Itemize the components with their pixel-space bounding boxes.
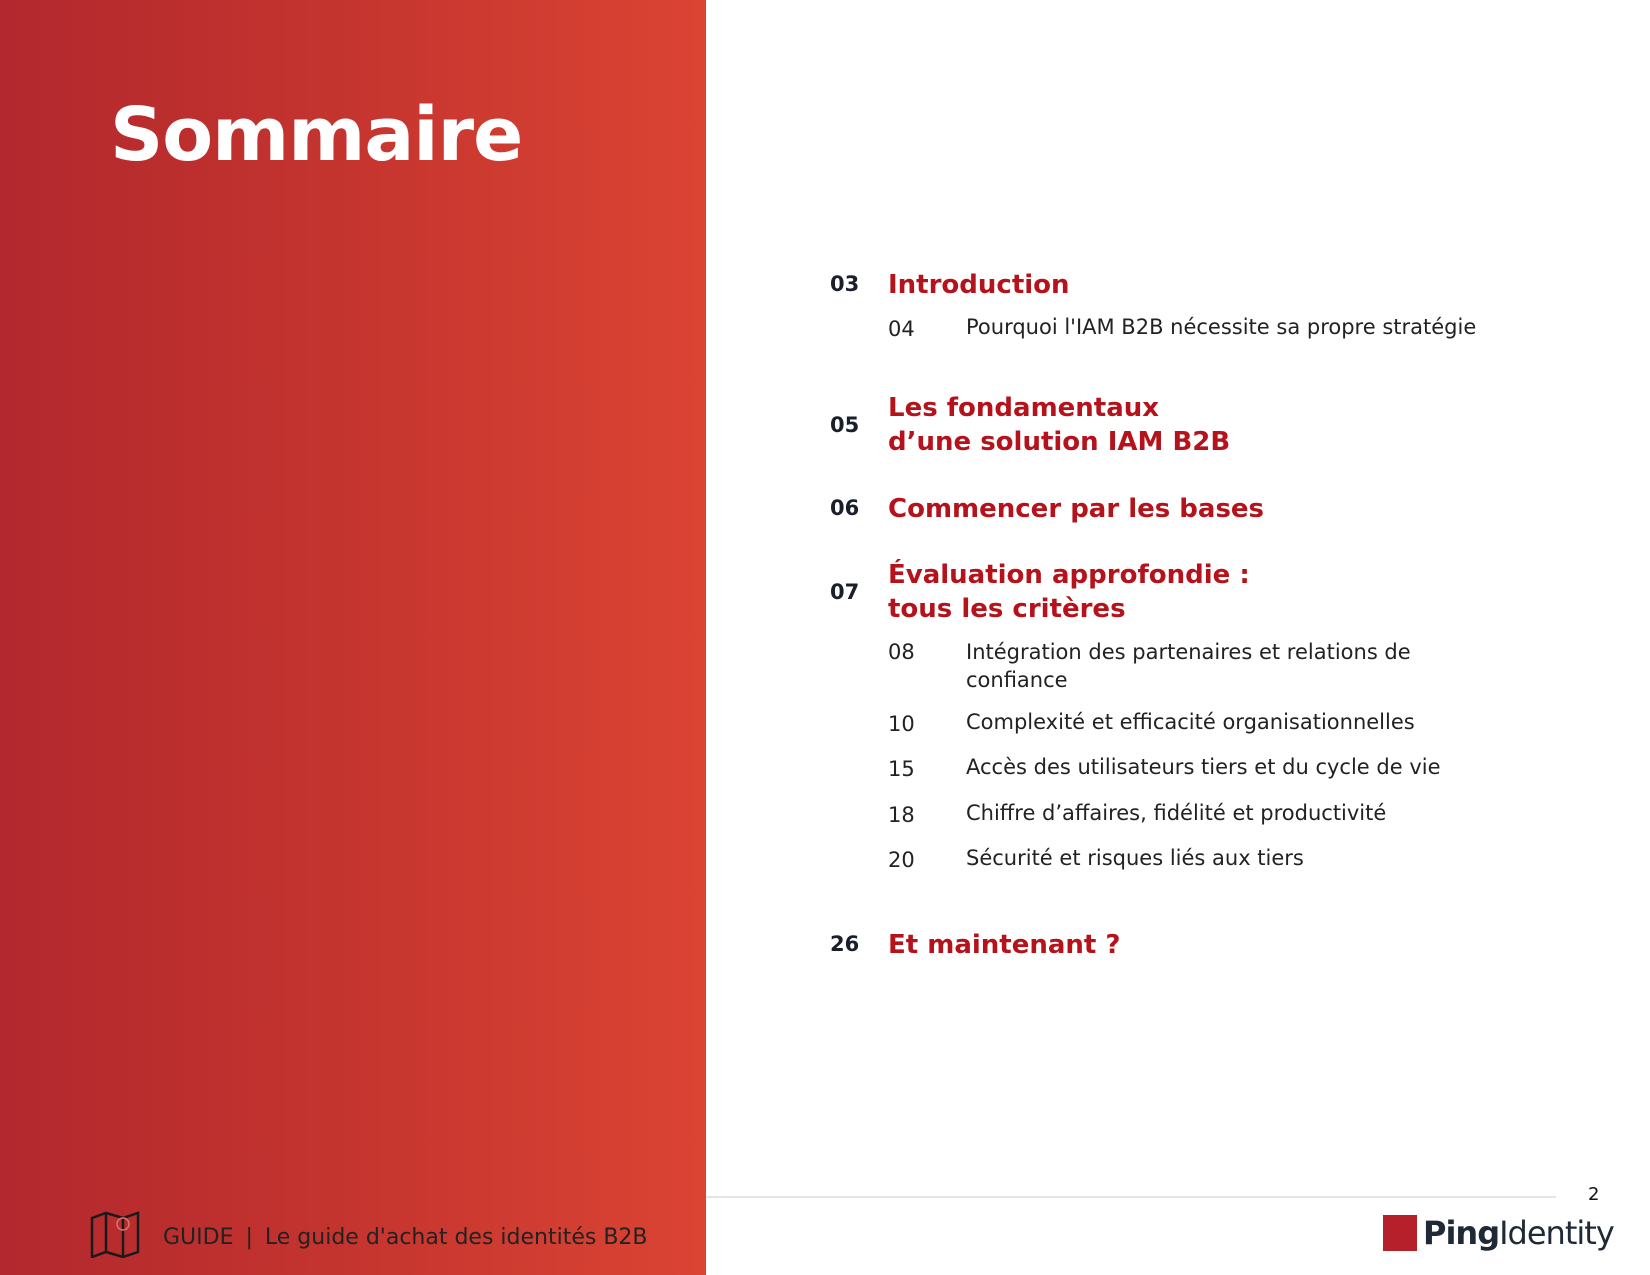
separator: | (245, 1224, 253, 1250)
logo-identity: Identity (1499, 1214, 1614, 1252)
toc-sub-page-number: 10 (888, 712, 915, 736)
toc-sub-link[interactable]: Pourquoi l'IAM B2B nécessite sa propre stratégie (966, 315, 1477, 339)
toc-sub-link[interactable]: Intégration des partenaires et relations de confiance (966, 640, 1411, 692)
footer-divider (706, 1196, 1556, 1198)
logo-square (1383, 1215, 1417, 1251)
toc-heading-line: Les fondamentaux (888, 393, 1160, 423)
red-side-panel (0, 0, 706, 1275)
toc-heading-line: d’une solution IAM B2B (888, 427, 1231, 457)
toc-heading-link[interactable] (888, 391, 1230, 459)
footer-guide-label (89, 1210, 648, 1264)
toc-sub-link[interactable]: Chiffre d’affaires, fidélité et productivité (966, 801, 1387, 825)
ping-identity-logo (1383, 1214, 1614, 1252)
toc-sub-page-number: 08 (888, 640, 915, 664)
toc-page-number: 03 (830, 272, 860, 296)
map-icon (89, 1210, 141, 1264)
toc-sub-page-number: 04 (888, 317, 915, 341)
guide-label: GUIDE (163, 1224, 234, 1250)
toc-page-number: 07 (830, 580, 860, 604)
toc-page-number: 05 (830, 413, 860, 437)
toc-heading-link[interactable] (888, 558, 1250, 626)
toc-sub-link[interactable]: Sécurité et risques liés aux tiers (966, 846, 1304, 870)
toc-sub-page-number: 15 (888, 757, 915, 781)
toc-heading-line: tous les critères (888, 594, 1126, 624)
toc-page-number: 06 (830, 496, 860, 520)
toc-sub-link[interactable]: Complexité et efficacité organisationnelles (966, 710, 1415, 734)
page-title: Sommaire (110, 92, 523, 178)
toc-sub-link[interactable]: Accès des utilisateurs tiers et du cycle de vie (966, 755, 1441, 779)
guide-subtitle: Le guide d'achat des identités B2B (264, 1224, 648, 1250)
page-number: 2 (1588, 1184, 1600, 1205)
toc-heading-link[interactable]: Commencer par les bases (888, 494, 1265, 524)
toc-heading-link[interactable]: Introduction (888, 270, 1070, 300)
toc-heading-line: Évaluation approfondie : (888, 560, 1250, 590)
toc-sub-page-number: 20 (888, 848, 915, 872)
toc-page-number: 26 (830, 932, 860, 956)
toc-sub-page-number: 18 (888, 803, 915, 827)
logo-ping: Ping (1423, 1214, 1500, 1252)
toc-heading-link[interactable]: Et maintenant ? (888, 930, 1121, 960)
